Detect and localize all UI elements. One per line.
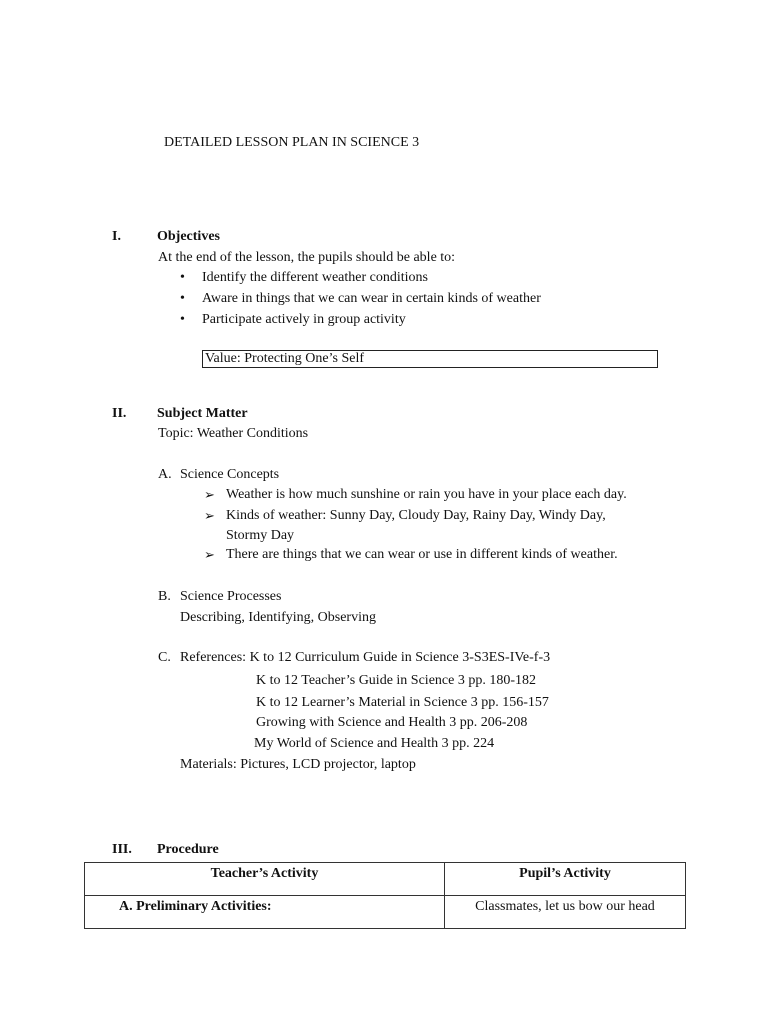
science-processes-title: Science Processes (180, 589, 282, 604)
objective-item: Aware in things that we can wear in certain kinds of weather (202, 291, 541, 306)
concept-item: Kinds of weather: Sunny Day, Cloudy Day, Rainy Day, Windy Day, (226, 508, 606, 523)
table-header-row (85, 863, 686, 896)
concept-item: Weather is how much sunshine or rain you have in your place each day. (226, 487, 627, 502)
concept-item-continued: Stormy Day (226, 528, 295, 543)
value-box: Value: Protecting One’s Self (202, 350, 658, 368)
reference-item: K to 12 Teacher’s Guide in Science 3 pp. 180-182 (256, 673, 536, 688)
arrow-bullet-icon: ➢ (204, 547, 215, 562)
section-numeral-2: II. (112, 406, 127, 421)
concept-item: There are things that we can wear or use in different kinds of weather. (226, 547, 618, 562)
pupil-activity-header: Pupil’s Activity (445, 863, 686, 896)
science-processes-list: Describing, Identifying, Observing (180, 610, 376, 625)
procedure-heading: Procedure (157, 842, 219, 857)
procedure-table (84, 862, 686, 929)
materials-line: Materials: Pictures, LCD projector, laptop (180, 757, 416, 772)
objectives-heading: Objectives (157, 229, 220, 244)
bullet-icon: • (180, 312, 185, 327)
science-concepts-title: Science Concepts (180, 467, 280, 482)
item-label-a: A. (158, 467, 172, 482)
objective-item: Participate actively in group activity (202, 312, 406, 327)
arrow-bullet-icon: ➢ (204, 508, 215, 523)
bullet-icon: • (180, 291, 185, 306)
objective-item: Identify the different weather conditions (202, 270, 428, 285)
pupil-activity-cell: Classmates, let us bow our head (445, 896, 686, 929)
reference-item: Growing with Science and Health 3 pp. 206-208 (256, 715, 528, 730)
bullet-icon: • (180, 270, 185, 285)
topic-line: Topic: Weather Conditions (158, 426, 309, 441)
reference-item: My World of Science and Health 3 pp. 224 (254, 736, 495, 751)
section-numeral-3: III. (112, 842, 132, 857)
arrow-bullet-icon: ➢ (204, 487, 215, 502)
reference-item: K to 12 Learner’s Material in Science 3 pp. 156-157 (256, 695, 549, 710)
table-row (85, 896, 686, 929)
section-numeral-1: I. (112, 229, 121, 244)
page-title: DETAILED LESSON PLAN IN SCIENCE 3 (164, 135, 420, 150)
subject-matter-heading: Subject Matter (157, 406, 248, 421)
objectives-intro: At the end of the lesson, the pupils should be able to: (158, 250, 456, 265)
references-title: References: K to 12 Curriculum Guide in Science 3-S3ES-IVe-f-3 (180, 650, 551, 665)
item-label-c: C. (158, 650, 171, 665)
teacher-activity-header: Teacher’s Activity (85, 863, 445, 896)
item-label-b: B. (158, 589, 171, 604)
teacher-activity-cell: A. Preliminary Activities: (85, 896, 445, 929)
